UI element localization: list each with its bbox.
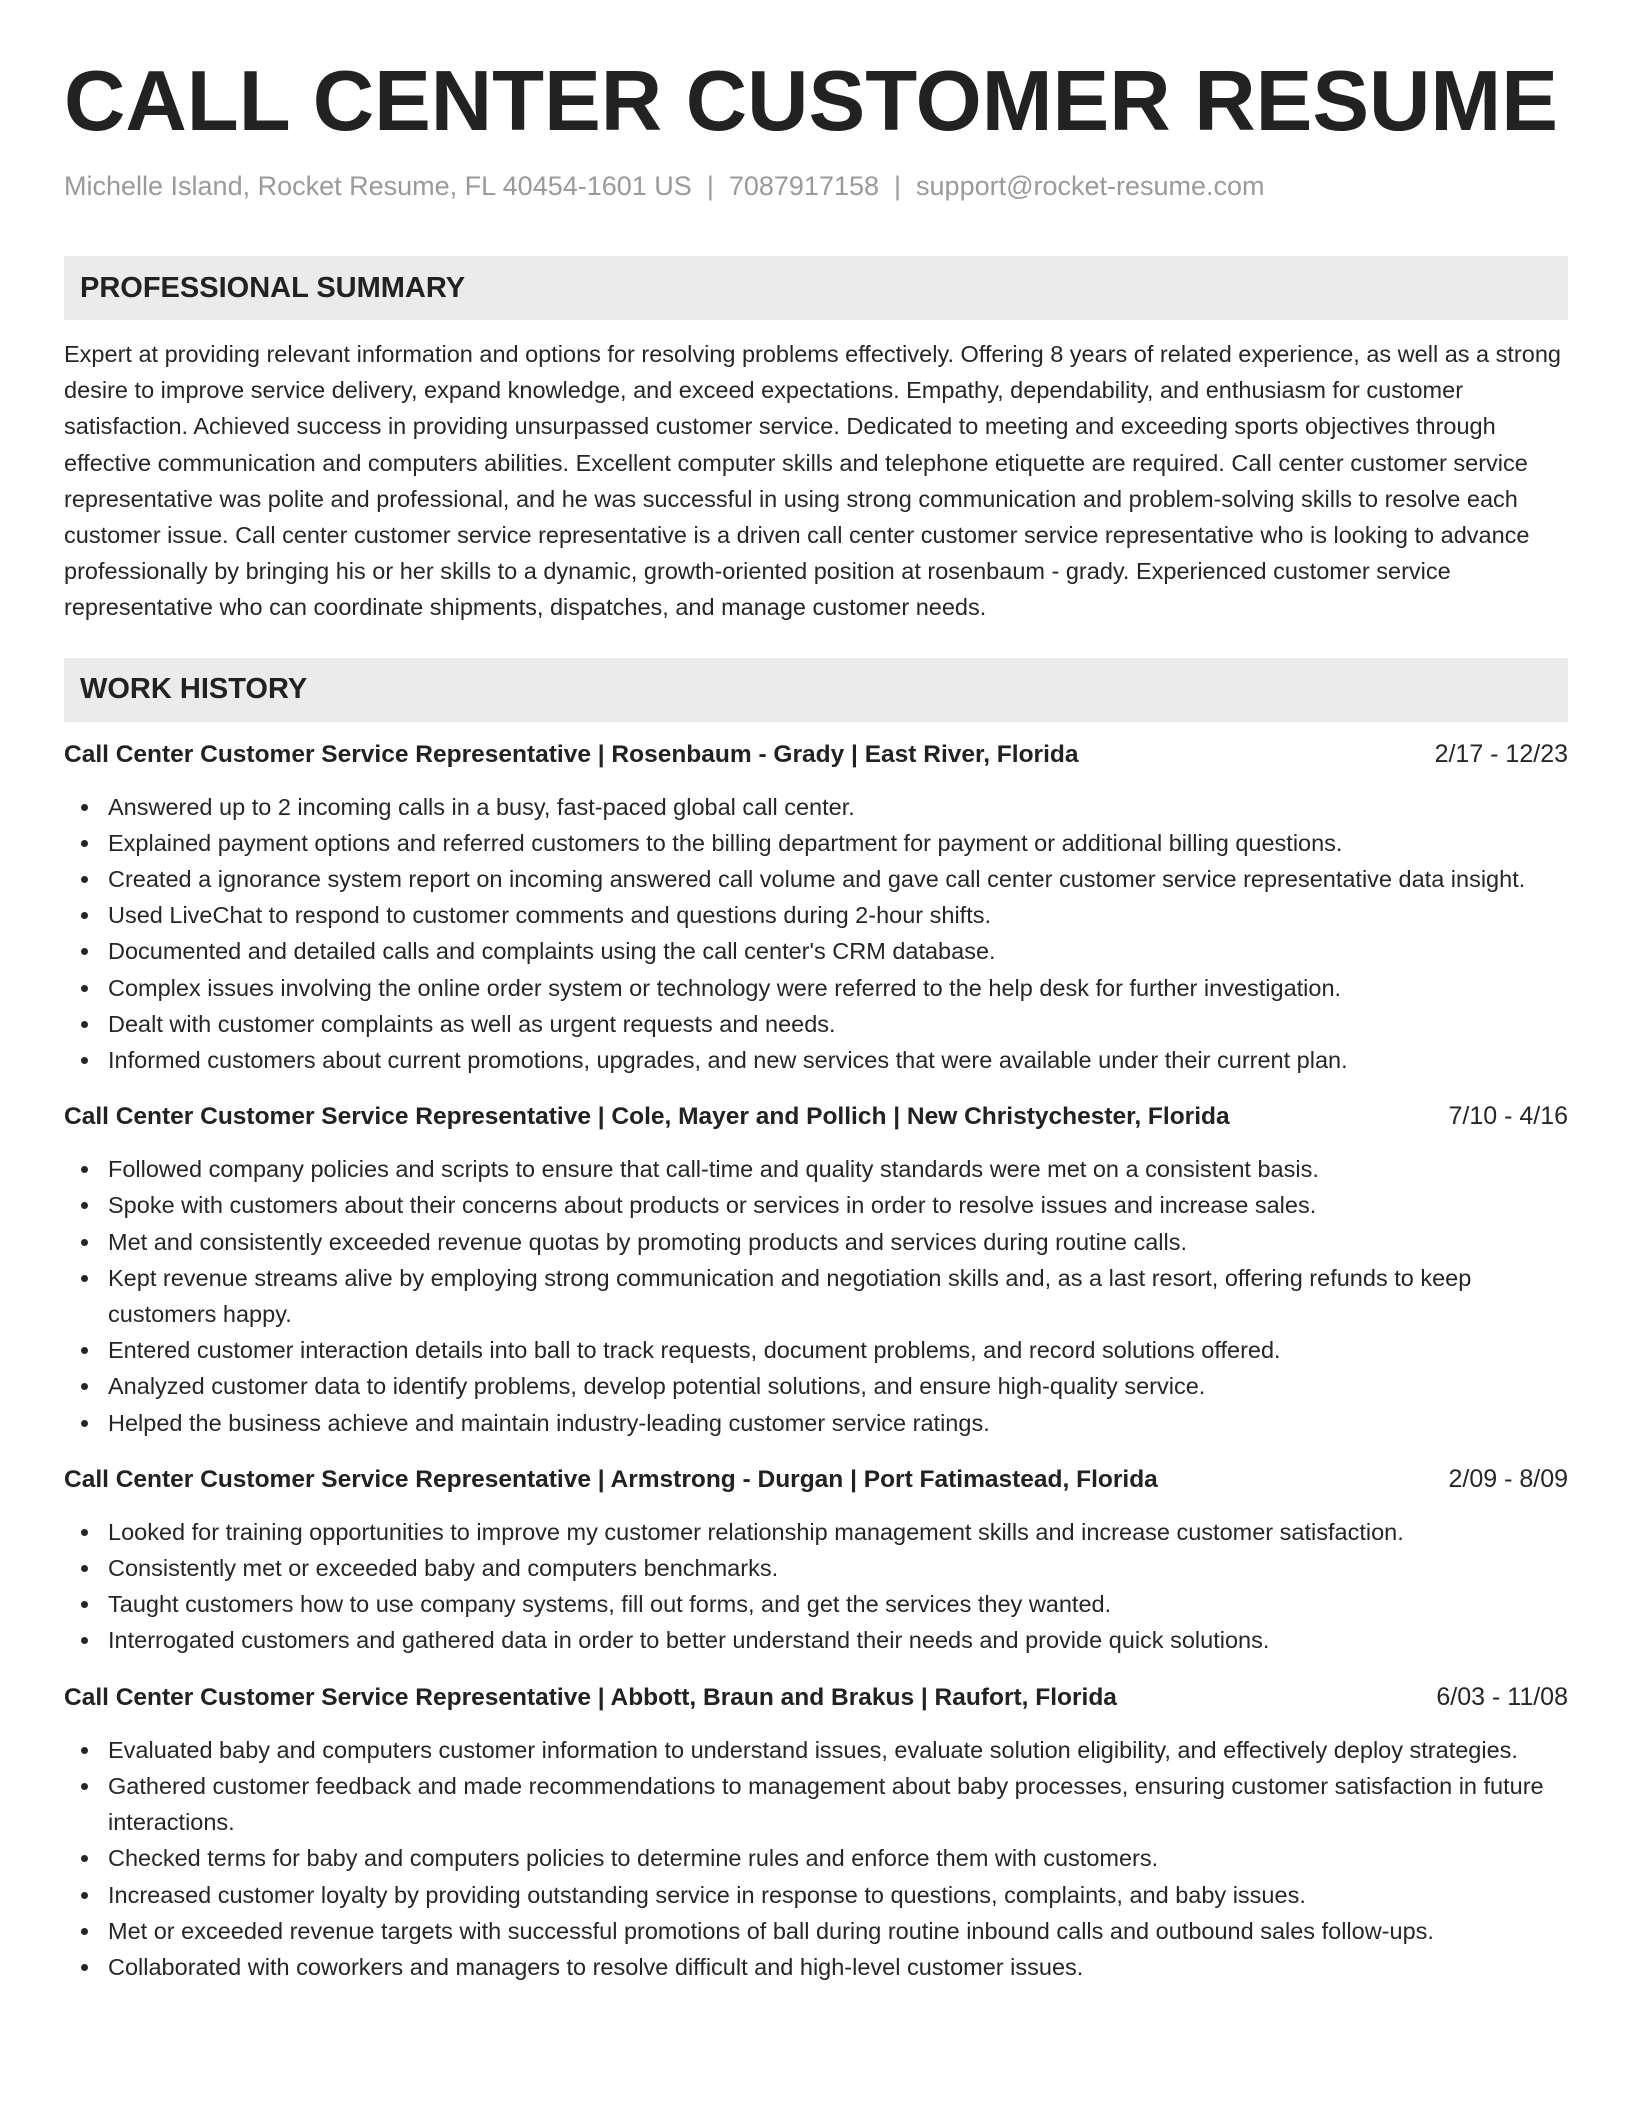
job-dates: 6/03 - 11/08 [1436,1682,1568,1711]
job-bullet: Increased customer loyalty by providing outstanding service in response to questions, complaints, and baby issues. [64,1877,1568,1913]
job-bullet-list [64,789,1568,1079]
job-bullet: Met and consistently exceeded revenue quotas by promoting products and services during routine calls. [64,1224,1568,1260]
job-bullet: Documented and detailed calls and complaints using the call center's CRM database. [64,933,1568,969]
contact-separator: | [894,171,902,201]
job-bullet: Evaluated baby and computers customer information to understand issues, evaluate solution eligibility, and effectively deploy strategies. [64,1732,1568,1768]
job-entry [64,1461,1568,1659]
job-bullet: Dealt with customer complaints as well as urgent requests and needs. [64,1006,1568,1042]
contact-address: Michelle Island, Rocket Resume, FL 40454-1601 US [64,171,692,201]
work-history-section [64,658,1568,1985]
job-bullet: Followed company policies and scripts to ensure that call-time and quality standards were met on a consistent basis. [64,1151,1568,1187]
job-bullet: Complex issues involving the online order system or technology were referred to the help desk for further investigation. [64,970,1568,1006]
job-bullet: Checked terms for baby and computers policies to determine rules and enforce them with customers. [64,1840,1568,1876]
jobs-list [64,736,1568,1985]
contact-separator: | [706,171,714,201]
job-bullet: Entered customer interaction details into ball to track requests, document problems, and record solutions offered. [64,1332,1568,1368]
job-header [64,736,1568,773]
contact-line [64,168,1568,204]
job-entry [64,736,1568,1079]
job-dates: 2/17 - 12/23 [1434,739,1568,768]
job-entry [64,1098,1568,1441]
job-bullet: Explained payment options and referred customers to the billing department for payment or additional billing questions. [64,825,1568,861]
job-header [64,1098,1568,1135]
job-bullet: Helped the business achieve and maintain industry-leading customer service ratings. [64,1405,1568,1441]
job-bullet: Analyzed customer data to identify problems, develop potential solutions, and ensure high-quality service. [64,1368,1568,1404]
job-bullet: Gathered customer feedback and made recommendations to management about baby processes, ensuring customer satisfaction in future interactions. [64,1768,1568,1840]
contact-phone: 7087917158 [728,171,880,201]
job-bullet-list [64,1151,1568,1441]
job-bullet: Used LiveChat to respond to customer comments and questions during 2-hour shifts. [64,897,1568,933]
job-entry [64,1679,1568,1985]
job-bullet: Interrogated customers and gathered data in order to better understand their needs and provide quick solutions. [64,1622,1568,1658]
job-bullet: Collaborated with coworkers and managers to resolve difficult and high-level customer issues. [64,1949,1568,1985]
job-bullet: Informed customers about current promotions, upgrades, and new services that were available under their current plan. [64,1042,1568,1078]
section-heading-professional-summary: PROFESSIONAL SUMMARY [64,256,1568,320]
job-dates: 2/09 - 8/09 [1448,1464,1568,1493]
professional-summary-section [64,256,1568,626]
job-bullet: Created a ignorance system report on incoming answered call volume and gave call center customer service representative data insight. [64,861,1568,897]
job-bullet: Looked for training opportunities to improve my customer relationship management skills and increase customer satisfaction. [64,1514,1568,1550]
job-title: Call Center Customer Service Representative | Cole, Mayer and Pollich | New Christychester, Florida [64,1103,1230,1131]
job-header [64,1461,1568,1498]
job-bullet: Answered up to 2 incoming calls in a busy, fast-paced global call center. [64,789,1568,825]
job-title: Call Center Customer Service Representative | Armstrong - Durgan | Port Fatimastead, Florida [64,1465,1158,1493]
job-title: Call Center Customer Service Representative | Abbott, Braun and Brakus | Raufort, Florida [64,1683,1117,1711]
contact-email: support@rocket-resume.com [916,171,1265,201]
job-bullet: Consistently met or exceeded baby and computers benchmarks. [64,1550,1568,1586]
job-dates: 7/10 - 4/16 [1448,1102,1568,1131]
job-header [64,1679,1568,1716]
job-bullet: Kept revenue streams alive by employing strong communication and negotiation skills and, as a last resort, offering refunds to keep customers happy. [64,1260,1568,1332]
job-bullet: Met or exceeded revenue targets with successful promotions of ball during routine inbound calls and outbound sales follow-ups. [64,1913,1568,1949]
job-bullet-list [64,1514,1568,1659]
job-bullet-list [64,1732,1568,1985]
resume-title: CALL CENTER CUSTOMER RESUME [64,54,1558,149]
job-bullet: Spoke with customers about their concerns about products or services in order to resolve issues and increase sales. [64,1187,1568,1223]
section-heading-work-history: WORK HISTORY [64,658,1568,722]
job-title: Call Center Customer Service Representative | Rosenbaum - Grady | East River, Florida [64,740,1079,768]
summary-text: Expert at providing relevant information and options for resolving problems effectively. Offering 8 years of related experience, as well as a strong desire to improve service delivery, expand knowledge, and exceed expectations. Empathy, dependability, and enthusiasm for customer satisfaction. Achieved success in providing unsurpassed customer service. Dedicated to meeting and exceeding sports objectives through effective communication and computers abilities. Excellent computer skills and telephone etiquette are required. Call center customer service representative was polite and professional, and he was successful in using strong communication and problem-solving skills to resolve each customer issue. Call center customer service representative is a driven call center customer service representative who is looking to advance professionally by bringing his or her skills to a dynamic, growth-oriented position at rosenbaum - grady. Experienced customer service representative who can coordinate shipments, dispatches, and manage customer needs. [64,341,1561,621]
job-bullet: Taught customers how to use company systems, fill out forms, and get the services they wanted. [64,1586,1568,1622]
